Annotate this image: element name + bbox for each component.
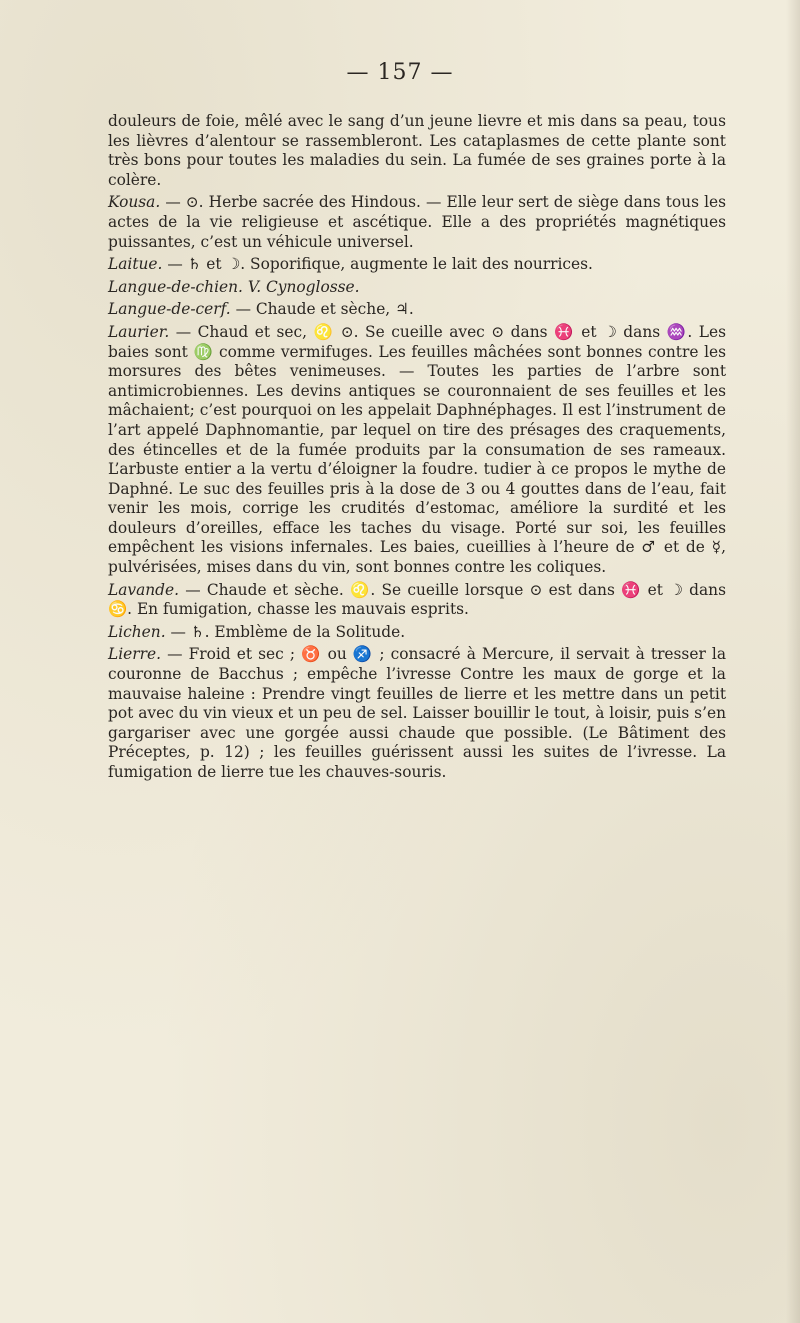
page-number: — 157 — [346,60,454,85]
entry-headword: Lichen. [108,622,166,641]
entry-text: — ⊙. Herbe sacrée des Hindous. — Elle leur sert de siège dans tous les actes de la vie religieuse et ascétique. Elle a des propriétés magnétiques puissantes, c’est un véhicule universel. [108,193,726,251]
entry-text: douleurs de foie, mêlé avec le sang d’un jeune lievre et mis dans sa peau, tous les lièvres d’alentour se rassembleront. Les cataplasmes de cette plante sont très bons pour toutes les maladies du sein. La fumée de ses graines porte à la colère. [108,112,726,189]
entry-headword: Kousa. [108,193,161,212]
entry-text: — Froid et sec ; ♉ ou ♐ ; consacré à Mercure, il servait à tresser la couronne de Bacchus ; empêche l’ivresse Contre les maux de gorge et la mauvaise haleine : Prendre vingt feuilles de lierre et les mettre dans un petit pot avec du vin vieux et un peu de sel. Laisser bouillir le tout, à loisir, puis s’en gargariser avec une gorgée aussi chaude que possible. (Le Bâtiment des Préceptes, p. 12) ; les feuilles guérissent aussi les suites de l’ivresse. La fumigation de lierre tue les chauves-souris. [108,645,726,781]
entry-text: — ♄ et ☽. Soporifique, augmente le lait des nourrices. [162,255,593,274]
entry-langue-de-chien [108,278,726,298]
entry-headword: Langue-de-cerf. [108,300,231,319]
page-edge-shadow [786,0,800,1323]
entry-headword: Langue-de-chien. [108,277,243,296]
entry-laitue [108,255,726,275]
entry-text: — Chaude et sèche, ♃. [230,300,414,319]
entry-continuation [108,112,726,190]
entry-lierre [108,645,726,782]
entry-langue-de-cerf [108,300,726,320]
entry-text: — Chaud et sec, ♌ ⊙. Se cueille avec ⊙ dans ♓ et ☽ dans ♒. Les baies sont ♍ comme vermifuges. Les feuilles mâchées sont bonnes contre les morsures des bêtes venimeuses. — Toutes les parties de l’arbre sont antimicrobiennes. Les devins antiques se couronnaient de ses feuilles et les mâchaient; c’est pourquoi on les appelait Daphnéphages. Il est l’instrument de l’art appelé Daphnomantie, par lequel on tire des présages des craquements, des étincelles et de la fumée produits par la consumation de ses rameaux. L’arbuste entier a la vertu d’éloigner la foudre. tudier à ce propos le mythe de Daphné. Le suc des feuilles pris à la dose de 3 ou 4 gouttes dans de l’eau, fait venir les mois, corrige les crudités d’estomac, améliore la surdité et les douleurs d’oreilles, efface les taches du visage. Porté sur soi, les feuilles empêchent les visions infernales. Les baies, cueillies à l’heure de ♂ et de ☿, pulvérisées, mises dans du vin, sont bonnes contre les coliques. [108,322,726,577]
page-body [108,112,726,786]
entry-text: V. Cynoglosse. [242,277,360,296]
entry-kousa [108,193,726,252]
entry-lichen [108,623,726,643]
entry-laurier [108,323,726,578]
entry-text: — Chaude et sèche. ♌. Se cueille lorsque ⊙ est dans ♓ et ☽ dans ♋. En fumigation, chasse les mauvais esprits. [108,580,726,619]
entry-lavande [108,581,726,620]
entry-text: — ♄. Emblème de la Solitude. [165,622,406,641]
entry-headword: Lierre. [108,645,161,664]
entry-headword: Laurier. [108,322,170,341]
entry-headword: Lavande. [108,580,180,599]
entry-headword: Laitue. [108,255,163,274]
